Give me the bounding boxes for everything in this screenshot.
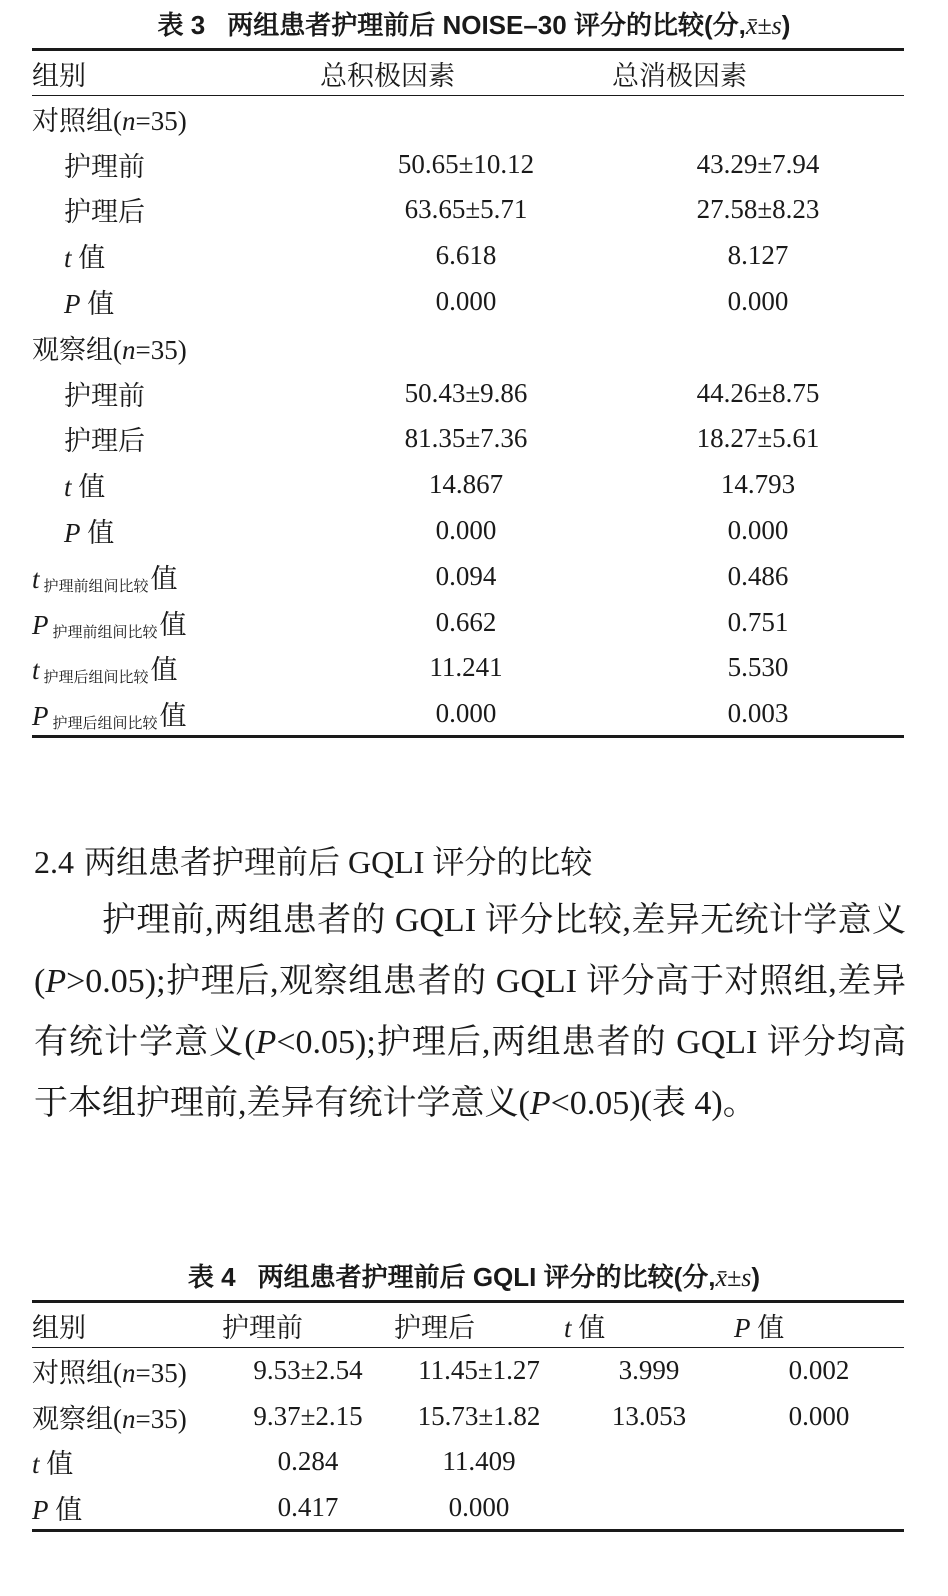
header-p: P 值 <box>734 1312 785 1343</box>
table-row <box>32 553 904 599</box>
row-label: P 值 <box>32 1494 83 1525</box>
table4-caption-stat: x̄±s <box>715 1263 752 1292</box>
row-label: P $_{护理后组间比较}$值 <box>32 700 187 732</box>
row-label: 护理后 <box>64 197 145 228</box>
cell-negative: 0.000 <box>727 286 789 317</box>
row-label: t 值 <box>64 472 106 503</box>
table3-control-group-row <box>32 96 904 142</box>
table-row <box>32 1439 904 1485</box>
table3 <box>32 48 904 738</box>
cell-positive: 50.43±9.86 <box>404 377 528 408</box>
table-row <box>32 1348 904 1394</box>
section-title: 两组患者护理前后 GQLI 评分的比较 <box>84 844 593 880</box>
row-label: 护理前 <box>64 380 145 411</box>
table3-caption <box>0 8 948 43</box>
table3-caption-close: ) <box>781 10 791 40</box>
row-label: P 值 <box>64 518 115 549</box>
cell-negative: 44.26±8.75 <box>696 377 820 408</box>
cell-negative: 0.003 <box>727 697 789 728</box>
row-label: P $_{护理前组间比较}$值 <box>32 609 187 641</box>
table-row <box>32 233 904 279</box>
cell-positive: 14.867 <box>428 469 504 500</box>
body-paragraph: 护理前,两组患者的 GQLI 评分比较,差异无统计学意义(P>0.05);护理后,观察组患者的 GQLI 评分高于对照组,差异有统计学意义(P<0.05);护理后,两组患者的 GQLI 评分均高于本组护理前,差异有统计学意义(P<0.05)(表 4)。 <box>34 902 906 1122</box>
cell-positive: 81.35±7.36 <box>404 423 528 454</box>
table-row <box>32 141 904 187</box>
row-label: 护理后 <box>64 426 145 457</box>
table-row <box>32 599 904 645</box>
cell-t: 13.053 <box>611 1400 687 1431</box>
cell-negative: 0.751 <box>727 606 789 637</box>
table3-header-row <box>32 50 904 96</box>
table-row <box>32 416 904 462</box>
row-label: 对照组(n=35) <box>32 1358 187 1389</box>
table-row <box>32 187 904 233</box>
cell-negative: 0.000 <box>727 515 789 546</box>
cell-p: 0.002 <box>788 1355 850 1386</box>
cell-negative: 5.530 <box>727 652 789 683</box>
cell-positive: 0.000 <box>435 286 497 317</box>
cell-negative: 27.58±8.23 <box>696 194 820 225</box>
cell-t: 3.999 <box>618 1355 680 1386</box>
cell-positive: 0.094 <box>435 560 497 591</box>
table3-caption-number: 表 3 <box>157 10 206 40</box>
table3-caption-text: 两组患者护理前后 NOISE–30 评分的比较(分, <box>227 10 746 40</box>
observation-group-label: 观察组(n=35) <box>32 334 187 365</box>
cell-after: 0.000 <box>448 1491 510 1522</box>
table-row <box>32 645 904 691</box>
header-t: t 值 <box>564 1312 606 1343</box>
cell-positive: 50.65±10.12 <box>397 148 535 179</box>
table4 <box>32 1300 904 1532</box>
row-label: t $_{护理前组间比较}$值 <box>32 563 178 595</box>
row-label: t 值 <box>64 243 106 274</box>
table-row <box>32 1485 904 1531</box>
cell-after: 11.409 <box>442 1446 516 1477</box>
table3-caption-stat: x̄±s <box>745 11 782 40</box>
cell-p: 0.000 <box>788 1400 850 1431</box>
row-label: 观察组(n=35) <box>32 1403 187 1434</box>
table-row <box>32 462 904 508</box>
row-label: t $_{护理后组间比较}$值 <box>32 655 178 687</box>
cell-before: 0.284 <box>277 1446 339 1477</box>
cell-after: 11.45±1.27 <box>418 1355 540 1386</box>
cell-after: 15.73±1.82 <box>417 1400 541 1431</box>
cell-positive: 63.65±5.71 <box>404 194 528 225</box>
table4-caption <box>0 1260 948 1295</box>
table-row <box>32 370 904 416</box>
cell-before: 9.53±2.54 <box>253 1355 363 1386</box>
cell-positive: 0.000 <box>435 515 497 546</box>
table4-caption-number: 表 4 <box>187 1262 236 1292</box>
header-positive: 总积极因素 <box>320 60 455 91</box>
cell-negative: 43.29±7.94 <box>696 148 820 179</box>
cell-positive: 0.000 <box>435 697 497 728</box>
table4-caption-close: ) <box>751 1262 761 1292</box>
section-number: 2.4 <box>34 844 74 880</box>
table4-caption-text: 两组患者护理前后 GQLI 评分的比较(分, <box>257 1262 716 1292</box>
table3-observation-group-row <box>32 324 904 370</box>
cell-before: 9.37±2.15 <box>253 1400 363 1431</box>
header-after: 护理后 <box>394 1312 475 1343</box>
table-row <box>32 691 904 737</box>
cell-negative: 8.127 <box>727 240 789 271</box>
section-heading <box>34 838 592 886</box>
table4-header-row <box>32 1302 904 1348</box>
table-row <box>32 279 904 325</box>
table-row <box>32 508 904 554</box>
row-label: P 值 <box>64 289 115 320</box>
cell-negative: 14.793 <box>720 469 796 500</box>
cell-positive: 11.241 <box>429 652 503 683</box>
cell-negative: 0.486 <box>727 560 789 591</box>
cell-before: 0.417 <box>277 1491 339 1522</box>
header-negative: 总消极因素 <box>612 60 747 91</box>
control-group-label: 对照组(n=35) <box>32 106 187 137</box>
header-group: 组别 <box>32 1312 86 1343</box>
cell-positive: 0.662 <box>435 606 497 637</box>
header-before: 护理前 <box>222 1312 303 1343</box>
row-label: t 值 <box>32 1449 74 1480</box>
header-group: 组别 <box>32 60 86 91</box>
row-label: 护理前 <box>64 151 145 182</box>
cell-negative: 18.27±5.61 <box>696 423 820 454</box>
cell-positive: 6.618 <box>435 240 497 271</box>
table-row <box>32 1393 904 1439</box>
